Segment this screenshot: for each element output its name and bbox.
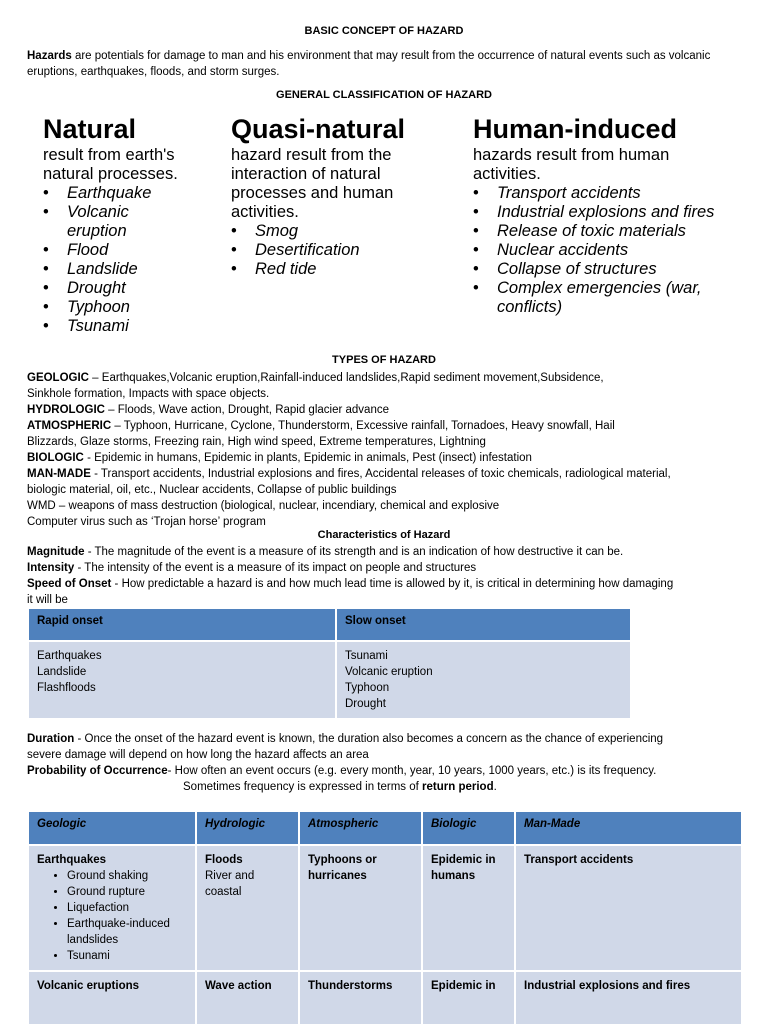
speed-line: Speed of Onset - How predictable a hazard is and how much lead time is allowed by it, is critical in determining how damaging <box>27 578 674 590</box>
quasi-natural-column <box>231 112 451 279</box>
geologic-header: Geologic <box>29 812 195 844</box>
hydrologic-cell: Floods River and coastal <box>197 846 298 970</box>
list-item: • Desertification <box>231 241 360 259</box>
rapid-onset-cell: Earthquakes Landslide Flashfloods <box>29 642 335 718</box>
hydrologic-cell: Wave action <box>197 972 298 1024</box>
quasi-natural-desc: hazard result from the interaction of natural processes and human activities. <box>231 146 394 221</box>
natural-desc: result from earth's natural processes. <box>43 146 178 183</box>
human-induced-desc: hazards result from human activities. <box>473 146 670 183</box>
geologic-cell: Earthquakes • Ground shaking • Ground rupture • Liquefaction • Earthquake-induced landslides • Tsunami <box>29 846 195 970</box>
atmospheric-cell: Thunderstorms <box>300 972 421 1024</box>
quasi-natural-list <box>231 222 451 279</box>
manmade-cell: Transport accidents <box>516 846 741 970</box>
biologic-cell: Epidemic in <box>423 972 514 1024</box>
duration-line-2: severe damage will depend on how long the hazard affects an area <box>27 749 369 761</box>
intensity-line: Intensity - The intensity of the event is a measure of its impact on people and structures <box>27 562 477 574</box>
list-item: • Volcanic eruption <box>43 203 129 240</box>
types-heading: TYPES OF HAZARD <box>332 354 436 366</box>
biologic-cell: Epidemic in humans <box>423 846 514 970</box>
intro-paragraph <box>27 48 747 80</box>
hydrologic-line: HYDROLOGIC – Floods, Wave action, Drought, Rapid glacier advance <box>27 404 389 416</box>
biologic-line: BIOLOGIC - Epidemic in humans, Epidemic in plants, Epidemic in animals, Pest (insect) infestation <box>27 452 532 464</box>
natural-column <box>43 112 223 336</box>
manmade-line: MAN-MADE - Transport accidents, Industrial explosions and fires, Accidental releases of toxic chemicals, radiological material, <box>27 468 671 480</box>
atmospheric-header: Atmospheric <box>300 812 421 844</box>
list-item: • Nuclear accidents <box>473 241 629 259</box>
hydrologic-header: Hydrologic <box>197 812 298 844</box>
virus-line: Computer virus such as ‘Trojan horse’ program <box>27 516 266 528</box>
list-item: • Smog <box>231 222 299 240</box>
list-item: • Collapse of structures <box>473 260 657 278</box>
table-header-row <box>29 609 630 640</box>
frequency-line: Sometimes frequency is expressed in terms of return period. <box>183 781 497 793</box>
list-item: • Release of toxic materials <box>473 222 686 240</box>
table-header-row <box>29 812 741 844</box>
list-item: • Earthquake <box>43 184 152 202</box>
slow-onset-cell: Tsunami Volcanic eruption Typhoon Drought <box>337 642 630 718</box>
list-item: • Drought <box>43 279 126 297</box>
manmade-line-2: biologic material, oil, etc., Nuclear accidents, Collapse of public buildings <box>27 484 397 496</box>
geologic-cell: Volcanic eruptions <box>29 972 195 1024</box>
probability-line: Probability of Occurrence- How often an event occurs (e.g. every month, year, 10 years, 1000 years, etc.) is its frequency. <box>27 765 657 777</box>
characteristics-heading: Characteristics of Hazard <box>317 529 451 541</box>
list-item: • Industrial explosions and fires <box>473 203 715 221</box>
list-item: • Landslide <box>43 260 138 278</box>
duration-section <box>27 731 747 795</box>
human-induced-list <box>473 184 758 317</box>
characteristics-section <box>27 544 747 608</box>
intro-term: Hazards <box>27 50 72 62</box>
list-item: • Red tide <box>231 260 317 278</box>
table-row <box>29 642 630 718</box>
wmd-line: WMD – weapons of mass destruction (biological, nuclear, incendiary, chemical and explosive <box>27 500 500 512</box>
list-item: • Tsunami <box>43 317 129 335</box>
page-title: BASIC CONCEPT OF HAZARD <box>304 25 464 37</box>
manmade-cell: Industrial explosions and fires <box>516 972 741 1024</box>
speed-line-2: it will be <box>27 594 68 606</box>
duration-line: Duration - Once the onset of the hazard event is known, the duration also becomes a concern as the chance of experiencing <box>27 733 664 745</box>
types-section <box>27 370 747 530</box>
natural-title: Natural <box>43 114 137 144</box>
atmospheric-line-2: Blizzards, Glaze storms, Freezing rain, High wind speed, Extreme temperatures, Lightning <box>27 436 486 448</box>
atmospheric-cell: Typhoons or hurricanes <box>300 846 421 970</box>
manmade-header: Man-Made <box>516 812 741 844</box>
table-row <box>29 972 741 1024</box>
natural-list <box>43 184 223 336</box>
slow-onset-header: Slow onset <box>337 609 630 640</box>
geologic-line: GEOLOGIC – Earthquakes,Volcanic eruption,Rainfall-induced landslides,Rapid sediment movement,Subsidence, <box>27 372 604 384</box>
classification-heading: GENERAL CLASSIFICATION OF HAZARD <box>276 89 492 101</box>
hazard-category-table <box>27 810 743 1026</box>
quasi-natural-title: Quasi-natural <box>231 114 406 144</box>
list-item: • Transport accidents <box>473 184 641 202</box>
rapid-onset-header: Rapid onset <box>29 609 335 640</box>
list-item: • Complex emergencies (war, conflicts) <box>473 279 702 316</box>
biologic-header: Biologic <box>423 812 514 844</box>
list-item: • Flood <box>43 241 109 259</box>
human-induced-column <box>473 112 758 317</box>
human-induced-title: Human-induced <box>473 114 678 144</box>
table-row <box>29 846 741 970</box>
geologic-line-2: Sinkhole formation, Impacts with space objects. <box>27 388 270 400</box>
onset-table <box>27 607 632 720</box>
intro-text: are potentials for damage to man and his environment that may result from the occurrence of natural events such as volcanic eruptions, earthquakes, floods, and storm surges. <box>27 50 711 78</box>
list-item: • Typhoon <box>43 298 130 316</box>
atmospheric-line: ATMOSPHERIC – Typhoon, Hurricane, Cyclone, Thunderstorm, Excessive rainfall, Tornadoes, Heavy snowfall, Hail <box>27 420 615 432</box>
magnitude-line: Magnitude - The magnitude of the event is a measure of its strength and is an indication of how destructive it can be. <box>27 546 624 558</box>
